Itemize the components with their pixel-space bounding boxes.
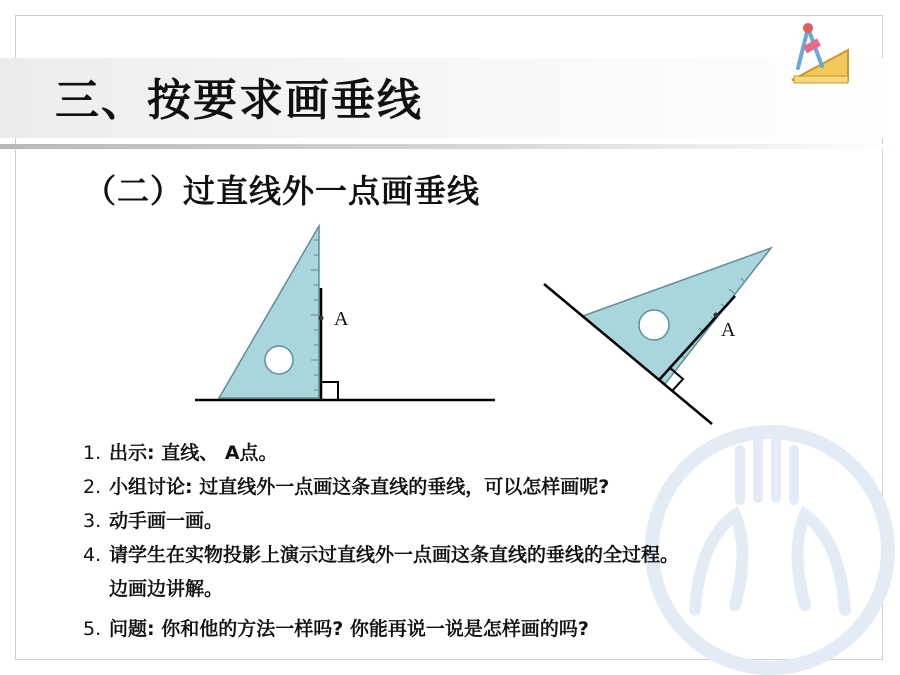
point-a xyxy=(714,313,719,318)
ruler-hole xyxy=(265,346,293,374)
step-number: 5. xyxy=(83,618,102,640)
step-text: 请学生在实物投影上演示过直线外一点画这条直线的垂线的全过程。 xyxy=(109,544,680,566)
point-a-label: A xyxy=(721,319,736,341)
right-angle-mark xyxy=(321,382,338,400)
compass-ruler-logo-icon xyxy=(784,20,856,90)
list-item-continuation xyxy=(83,572,883,606)
steps-list xyxy=(83,436,883,646)
point-a xyxy=(319,316,324,321)
step-number: 3. xyxy=(83,510,102,532)
set-square xyxy=(219,226,319,398)
point-a-label: A xyxy=(334,308,349,330)
step-number: 1. xyxy=(83,442,102,464)
list-item xyxy=(83,612,883,646)
list-item xyxy=(83,538,883,572)
page-title: 三、按要求画垂线 xyxy=(55,75,423,126)
step-text: 问题: 你和他的方法一样吗? 你能再说一说是怎样画的吗? xyxy=(109,618,589,640)
section-subtitle: （二）过直线外一点画垂线 xyxy=(84,172,481,210)
ruler-hole xyxy=(639,310,669,340)
list-item xyxy=(83,436,883,470)
step-text: 小组讨论: 过直线外一点画这条直线的垂线，可以怎样画呢? xyxy=(109,476,610,498)
list-item xyxy=(83,470,883,504)
figure-set-square-slanted xyxy=(535,238,785,433)
step-number: 4. xyxy=(83,544,102,566)
set-square xyxy=(583,248,771,384)
step-number: 2. xyxy=(83,476,102,498)
step-text: 动手画一画。 xyxy=(109,510,224,532)
step-text: 出示: 直线、 A点。 xyxy=(109,442,278,464)
list-item xyxy=(83,504,883,538)
figure-set-square-horizontal xyxy=(190,220,500,410)
step-text: 边画边讲解。 xyxy=(109,578,224,600)
title-divider xyxy=(0,144,900,149)
